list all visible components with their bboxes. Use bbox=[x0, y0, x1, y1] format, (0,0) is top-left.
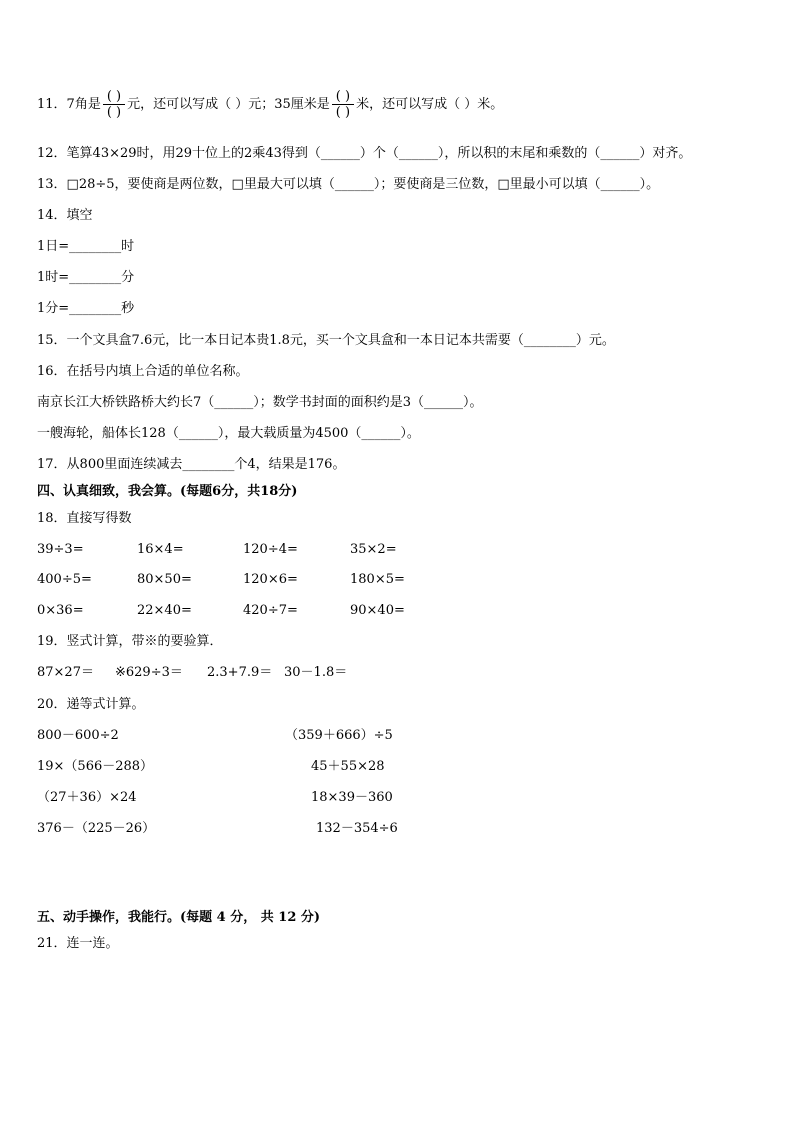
q20-right-item: 45＋55×28 bbox=[311, 759, 385, 774]
q18-item: 22×40= bbox=[137, 603, 192, 618]
q11-fraction-blank-1 bbox=[103, 90, 125, 119]
q19-item: 2.3+7.9＝ bbox=[207, 665, 273, 680]
fraction-denominator: ( ) bbox=[335, 105, 351, 120]
q19-item: ※629÷3＝ bbox=[115, 665, 183, 680]
q18-item: 400÷5= bbox=[37, 572, 92, 587]
question-14-title: 14．填空 bbox=[37, 208, 93, 223]
q16-line-2: 一艘海轮，船体长128（______），最大载质量为4500（______）。 bbox=[37, 426, 420, 441]
q20-right-item: 132－354÷6 bbox=[316, 821, 398, 836]
question-12: 12．笔算43×29时，用29十位上的2乘43得到（______）个（______），所以积的末尾和乘数的（______）对齐。 bbox=[37, 146, 692, 161]
q19-item: 87×27＝ bbox=[37, 665, 94, 680]
q11-middle: 元，还可以写成（ ）元；35厘米是 bbox=[127, 97, 330, 112]
q20-left-item: 800－600÷2 bbox=[37, 728, 119, 743]
q16-line-1: 南京长江大桥铁路桥大约长7（______）；数学书封面的面积约是3（______）。 bbox=[37, 395, 483, 410]
section-4-heading: 四、认真细致，我会算。(每题6分，共18分) bbox=[37, 484, 298, 499]
q18-item: 180×5= bbox=[350, 572, 405, 587]
q20-left-item: 19×（566－288） bbox=[37, 759, 154, 774]
question-20-title: 20．递等式计算。 bbox=[37, 697, 145, 712]
question-16-title: 16．在括号内填上合适的单位名称。 bbox=[37, 364, 249, 379]
question-19-title: 19．竖式计算，带※的要验算． bbox=[37, 634, 223, 649]
q14-line-1: 1日=________时 bbox=[37, 239, 135, 254]
fraction-numerator: ( ) bbox=[332, 90, 354, 105]
question-18-title: 18．直接写得数 bbox=[37, 511, 132, 526]
q18-item: 39÷3= bbox=[37, 542, 84, 557]
q14-line-2: 1时=________分 bbox=[37, 270, 135, 285]
q14-line-3: 1分=________秒 bbox=[37, 301, 135, 316]
q18-item: 420÷7= bbox=[243, 603, 298, 618]
q11-prefix: 11．7角是 bbox=[37, 97, 101, 112]
q18-item: 35×2= bbox=[350, 542, 397, 557]
q18-item: 16×4= bbox=[137, 542, 184, 557]
question-21: 21．连一连。 bbox=[37, 936, 119, 951]
q20-right-item: （359＋666）÷5 bbox=[285, 728, 393, 743]
question-11 bbox=[37, 90, 503, 119]
question-13: 13．□28÷5，要使商是两位数，□里最大可以填（______）；要使商是三位数，□里最小可以填（______）。 bbox=[37, 177, 660, 192]
section-5-heading: 五、动手操作，我能行。(每题 4 分， 共 12 分) bbox=[37, 910, 321, 925]
q20-left-item: （27＋36）×24 bbox=[37, 790, 137, 805]
q18-item: 90×40= bbox=[350, 603, 405, 618]
fraction-numerator: ( ) bbox=[103, 90, 125, 105]
fraction-denominator: ( ) bbox=[106, 105, 122, 120]
question-17: 17．从800里面连续减去________个4，结果是176。 bbox=[37, 457, 346, 472]
q19-item: 30－1.8＝ bbox=[284, 665, 348, 680]
question-15: 15．一个文具盒7.6元，比一本日记本贵1.8元，买一个文具盒和一本日记本共需要（________）元。 bbox=[37, 333, 615, 348]
q20-left-item: 376－（225－26） bbox=[37, 821, 156, 836]
q20-right-item: 18×39－360 bbox=[311, 790, 393, 805]
q18-item: 120÷4= bbox=[243, 542, 298, 557]
q18-item: 0×36= bbox=[37, 603, 84, 618]
q11-suffix: 米，还可以写成（ ）米。 bbox=[356, 97, 504, 112]
q18-item: 120×6= bbox=[243, 572, 298, 587]
q11-fraction-blank-2 bbox=[332, 90, 354, 119]
q18-item: 80×50= bbox=[137, 572, 192, 587]
